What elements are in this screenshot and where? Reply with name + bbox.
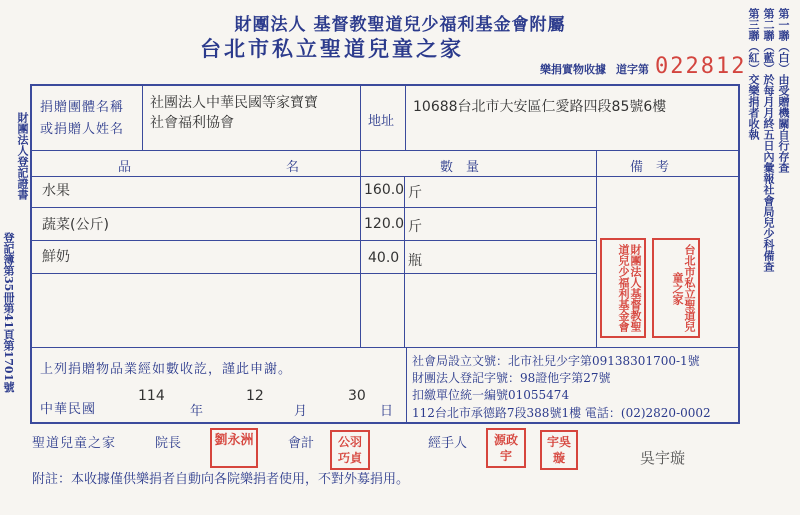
handler-label: 經手人 <box>428 436 468 451</box>
day-value: 30 <box>348 388 366 404</box>
side-right-col2: 第二聯（藍）於每月月終五日內彙報社會局兒少科備查 <box>762 8 775 272</box>
accountant-label: 會計 <box>288 436 315 451</box>
row-unit: 斤 <box>408 219 422 235</box>
month-value: 12 <box>246 388 264 404</box>
side-left-col1: 財團法人登記證書 <box>16 112 29 200</box>
side-right-col1: 第一聯（白）由受贈機關自行存查 <box>777 8 790 173</box>
sign-home: 聖道兒童之家 <box>32 436 117 451</box>
divider <box>596 150 597 347</box>
divider <box>30 150 740 151</box>
donor-name-label-2: 或捐贈人姓名 <box>40 122 125 137</box>
divider <box>30 240 596 241</box>
serial-number: 022812 <box>655 54 747 79</box>
divider <box>142 84 143 150</box>
divider <box>30 273 596 274</box>
registry-line-2: 財團法人登記字號：98證他字第27號 <box>412 371 611 385</box>
row-qty: 40.0 <box>368 250 400 266</box>
row-unit: 瓶 <box>408 253 422 269</box>
divider <box>360 150 361 347</box>
divider <box>405 84 406 150</box>
donor-name-value-2: 社會福利協會 <box>150 115 234 131</box>
divider <box>406 347 407 424</box>
serial-prefix: 道字第 <box>616 63 649 76</box>
col-item-header-1: 品 <box>118 160 132 175</box>
address-label: 地址 <box>368 114 395 129</box>
handler-seal-1: 源政宇 <box>486 428 526 468</box>
registry-line-4: 112台北市承德路7段388號1樓 電話：(02)2820-0002 <box>412 406 711 420</box>
home-seal: 台北市私立聖道兒童之家 <box>652 238 700 338</box>
divider <box>360 84 361 150</box>
row-qty: 160.0 <box>364 182 405 198</box>
col-item-header-2: 名 <box>286 160 300 175</box>
col-note-header: 備 考 <box>630 160 670 175</box>
registry-line-1: 社會局設立文號：北市社兒少字第09138301700-1號 <box>412 354 700 368</box>
divider <box>30 176 740 177</box>
day-label: 日 <box>380 404 394 419</box>
row-item: 鮮奶 <box>42 249 70 265</box>
handler-seal-2: 宇吳璇 <box>540 430 578 470</box>
month-label: 月 <box>294 404 308 419</box>
side-left-col2: 登記簿第35冊第41頁第1701號 <box>2 232 15 393</box>
footnote: 附註：本收據僅供樂捐者自動向各院樂捐者使用，不對外募捐用。 <box>32 472 410 487</box>
foundation-seal: 財團法人基督教聖道兒少福利基金會 <box>600 238 646 338</box>
row-unit: 斤 <box>408 185 422 201</box>
org-line: 財團法人 基督教聖道兒少福利基金會附屬 <box>234 15 566 35</box>
receipt-label: 樂捐實物收據 <box>540 63 606 76</box>
divider <box>404 176 405 347</box>
era-label: 中華民國 <box>40 402 97 417</box>
col-qty-header: 數 量 <box>440 160 480 175</box>
row-qty: 120.0 <box>364 216 405 232</box>
side-right-col3: 第三聯（紅）交樂捐者收執 <box>747 8 760 140</box>
registry-line-3: 扣繳單位統一編號01055474 <box>412 388 570 402</box>
divider <box>30 207 596 208</box>
year-label: 年 <box>190 404 204 419</box>
row-item: 蔬菜(公斤) <box>42 217 109 233</box>
home-name: 台北市私立聖道兒童之家 <box>200 36 464 61</box>
divider <box>30 347 740 348</box>
accountant-seal: 公羽巧貞 <box>330 430 370 470</box>
director-label: 院長 <box>155 436 182 451</box>
handler-name: 吳宇璇 <box>640 449 686 467</box>
row-item: 水果 <box>42 183 70 199</box>
director-seal: 劉永洲 <box>210 428 258 468</box>
donor-name-value-1: 社團法人中華民國等家寶寶 <box>150 95 318 111</box>
address-value: 10688台北市大安區仁愛路四段85號6樓 <box>413 99 667 115</box>
confirm-text: 上列捐贈物品業經如數收訖，謹此申謝。 <box>40 362 293 377</box>
year-value: 114 <box>138 388 165 404</box>
donor-name-label-1: 捐贈團體名稱 <box>40 100 125 115</box>
